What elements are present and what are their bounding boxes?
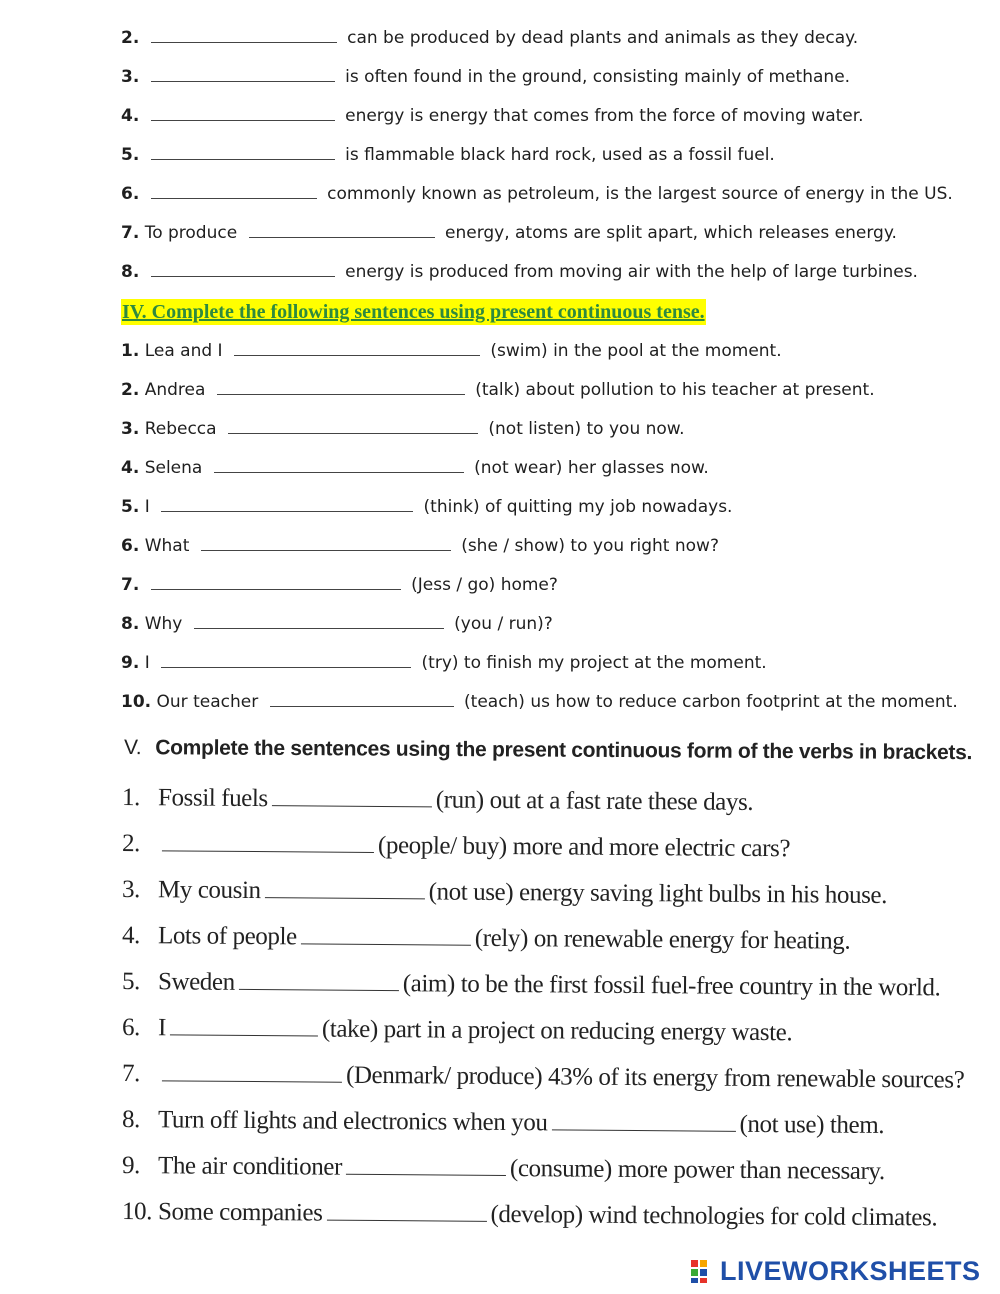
question-number: 7. [121,575,140,595]
answer-blank[interactable] [551,1111,735,1131]
answer-blank[interactable] [239,971,399,991]
liveworksheets-wordmark: LIVEWORKSHEETS [720,1255,981,1286]
question-text: (try) to finish my project at the moment. [421,653,767,673]
exercise-number: 8. [121,1106,141,1134]
question-text: (she / show) to you right now? [461,536,719,556]
question-number: 6. [121,184,140,204]
exercise-line [122,1060,965,1095]
exercise-text: (not use) them. [739,1110,885,1139]
question-line [121,613,553,635]
exercise-line [122,784,753,817]
answer-blank[interactable] [270,691,454,707]
section-v-numeral: V. [123,736,142,760]
exercise-number: 6. [121,1014,141,1042]
question-text: (teach) us how to reduce carbon footprint at the moment. [464,692,958,712]
question-number: 7. [121,223,140,243]
question-line [121,222,897,244]
question-number: 2. [121,28,140,48]
answer-blank[interactable] [161,496,413,512]
answer-blank[interactable] [151,144,335,160]
section-v-heading [124,736,972,765]
question-line [121,496,732,518]
exercise-line [122,1106,884,1140]
question-text-before: Our teacher [156,692,259,712]
section-iv-heading: IV. Complete the following sentences using present continuous tense. [122,301,705,323]
question-number: 4. [121,458,140,478]
exercise-number: 9. [121,1152,141,1180]
exercise-text: (people/ buy) more and more electric cars? [377,832,791,863]
exercise-line [122,876,887,910]
answer-blank[interactable] [161,652,411,668]
question-number: 9. [121,653,140,673]
question-line [121,261,918,283]
question-text: (swim) in the pool at the moment. [490,341,782,361]
question-number: 2. [121,380,140,400]
exercise-number: 3. [121,876,141,904]
answer-blank[interactable] [326,1202,486,1222]
question-line [121,418,685,440]
exercise-text-before: Turn off lights and electronics when you [157,1106,548,1137]
question-number: 3. [121,67,140,87]
question-number: 5. [121,145,140,165]
question-text: (you / run)? [454,614,553,634]
exercise-line [122,968,941,1002]
question-text: energy, atoms are split apart, which releases energy. [445,223,897,243]
question-text: (talk) about pollution to his teacher at present. [475,380,875,400]
exercise-text: (develop) wind technologies for cold climates. [490,1200,938,1232]
exercise-line [122,922,850,956]
exercise-number: 2. [121,830,141,858]
exercise-line [122,1198,937,1232]
answer-blank[interactable] [272,787,432,807]
answer-blank[interactable] [228,418,478,434]
answer-blank[interactable] [214,457,464,473]
question-number: 8. [121,262,140,282]
exercise-text-before: Fossil fuels [157,784,268,813]
question-line [121,105,864,127]
liveworksheets-logo-icon [690,1258,716,1284]
exercise-number: 1. [121,784,141,812]
answer-blank[interactable] [194,613,444,629]
exercise-text-before: Lots of people [157,922,297,951]
exercise-number: 5. [121,968,141,996]
question-text-before: Rebecca [144,419,217,439]
question-text-before: Selena [144,458,203,478]
question-number: 3. [121,419,140,439]
question-line [121,535,719,557]
answer-blank[interactable] [170,1016,318,1036]
exercise-text-before: I [157,1014,167,1042]
question-text: (not wear) her glasses now. [474,458,709,478]
exercise-text: (aim) to be the first fossil fuel-free country in the world. [402,970,941,1002]
question-text: energy is energy that comes from the force of moving water. [345,106,864,126]
answer-blank[interactable] [201,535,451,551]
question-line [121,183,953,205]
question-text: energy is produced from moving air with the help of large turbines. [345,262,918,282]
question-text: (think) of quitting my job nowadays. [423,497,733,517]
question-number: 4. [121,106,140,126]
answer-blank[interactable] [249,222,435,238]
answer-blank[interactable] [162,1062,342,1082]
exercise-text: (consume) more power than necessary. [509,1155,885,1185]
question-text-before: I [144,653,150,673]
answer-blank[interactable] [265,879,425,899]
question-text-before: What [144,536,190,556]
question-number: 6. [121,536,140,556]
answer-blank[interactable] [162,832,374,853]
question-line [121,66,850,88]
exercise-number: 4. [121,922,141,950]
question-line [121,652,767,674]
question-line [121,691,958,713]
question-number: 8. [121,614,140,634]
section-v-heading-text: Complete the sentences using the present continuous form of the verbs in brackets. [155,736,973,765]
question-line [121,144,775,166]
exercise-text-before: The air conditioner [157,1152,343,1181]
question-text: can be produced by dead plants and animals as they decay. [347,28,859,48]
question-text: (not listen) to you now. [488,419,685,439]
answer-blank[interactable] [151,105,335,121]
exercise-text: (Denmark/ produce) 43% of its energy from renewable sources? [345,1061,965,1094]
question-text: is flammable black hard rock, used as a fossil fuel. [345,145,775,165]
exercise-text: (not use) energy saving light bulbs in his house. [428,878,888,910]
question-text-before: To produce [144,223,238,243]
exercise-line [122,830,790,863]
answer-blank[interactable] [234,340,480,356]
question-line [121,379,875,401]
exercise-text-before: Some companies [157,1198,323,1227]
question-number: 1. [121,341,140,361]
exercise-text: (run) out at a fast rate these days. [435,786,754,816]
question-line [121,340,782,362]
exercise-text: (rely) on renewable energy for heating. [474,924,851,955]
answer-blank[interactable] [151,66,335,82]
question-number: 5. [121,497,140,517]
exercise-text-before: My cousin [157,876,261,905]
exercise-number: 10. [121,1198,153,1226]
exercise-line [122,1152,885,1186]
liveworksheets-logo[interactable] [690,1255,981,1287]
answer-blank[interactable] [151,183,317,199]
question-text: commonly known as petroleum, is the largest source of energy in the US. [327,184,953,204]
question-text: is often found in the ground, consisting mainly of methane. [345,67,851,87]
answer-blank[interactable] [346,1156,506,1176]
exercise-number: 7. [121,1060,141,1088]
question-line [121,457,709,479]
question-line [121,574,558,596]
question-text: (Jess / go) home? [411,575,558,595]
answer-blank[interactable] [217,379,465,395]
answer-blank[interactable] [151,261,335,277]
answer-blank[interactable] [301,925,471,945]
question-line [121,27,858,49]
answer-blank[interactable] [151,27,337,43]
question-text-before: Lea and I [144,341,223,361]
exercise-line [122,1014,792,1047]
exercise-text: (take) part in a project on reducing energy waste. [321,1015,793,1047]
exercise-text-before: Sweden [157,968,235,996]
scanned-exercise [112,726,973,1246]
answer-blank[interactable] [151,574,401,590]
question-number: 10. [121,692,152,712]
question-text-before: Andrea [144,380,206,400]
question-text-before: I [144,497,150,517]
question-text-before: Why [144,614,183,634]
